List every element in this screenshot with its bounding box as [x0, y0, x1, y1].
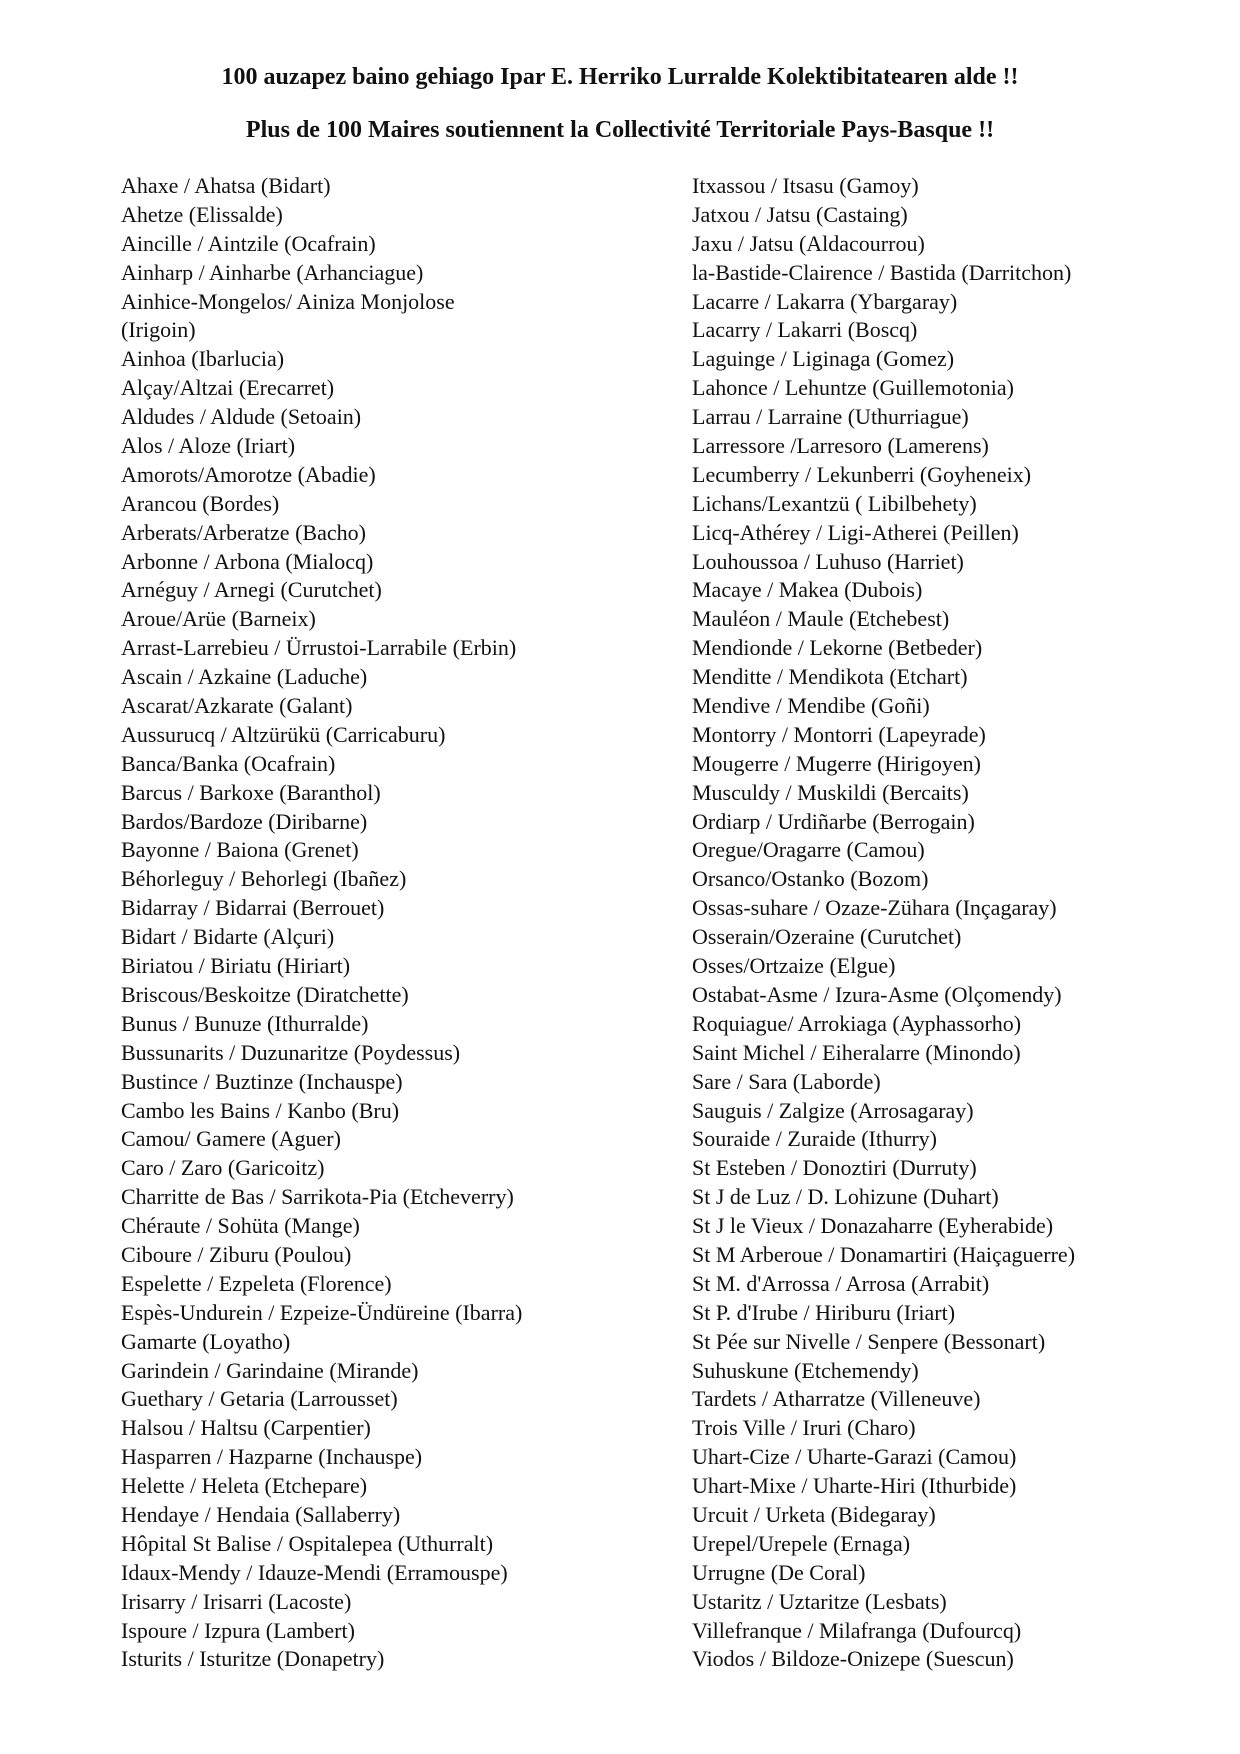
list-item: Arberats/Arberatze (Bacho)	[121, 519, 366, 545]
list-item: Montorry / Montorri (Lapeyrade)	[692, 721, 986, 747]
list-item: Urcuit / Urketa (Bidegaray)	[692, 1501, 936, 1527]
list-item: St M. d'Arrossa / Arrosa (Arrabit)	[692, 1270, 990, 1296]
list-item: Ciboure / Ziburu (Poulou)	[121, 1241, 352, 1267]
list-item: Ainhoa (Ibarlucia)	[121, 346, 285, 372]
list-item: Oregue/Oragarre (Camou)	[692, 837, 925, 863]
list-item: Ustaritz / Uztaritze (Lesbats)	[692, 1588, 947, 1614]
list-item: Caro / Zaro (Garicoitz)	[121, 1155, 325, 1181]
list-item: Mendionde / Lekorne (Betbeder)	[692, 635, 983, 661]
list-item: Hasparren / Hazparne (Inchauspe)	[121, 1444, 423, 1470]
list-item: Alçay/Altzai (Erecarret)	[121, 375, 335, 401]
list-item: Larressore /Larresoro (Lamerens)	[692, 433, 989, 459]
list-item: Charritte de Bas / Sarrikota-Pia (Etcheverry)	[121, 1184, 514, 1210]
list-item: Aussurucq / Altzürükü (Carricaburu)	[121, 721, 446, 747]
list-item: Idaux-Mendy / Idauze-Mendi (Erramouspe)	[121, 1559, 508, 1585]
list-item: Ordiarp / Urdiñarbe (Berrogain)	[692, 808, 975, 834]
list-item: Menditte / Mendikota (Etchart)	[692, 664, 968, 690]
list-item: St Esteben / Donoztiri (Durruty)	[692, 1155, 977, 1181]
list-item: Itxassou / Itsasu (Gamoy)	[692, 173, 919, 198]
list-item: Arbonne / Arbona (Mialocq)	[121, 548, 374, 574]
mayor-list-left-column	[121, 172, 681, 1674]
list-item: Licq-Athérey / Ligi-Atherei (Peillen)	[692, 519, 1019, 545]
list-item: Larrau / Larraine (Uthurriague)	[692, 404, 969, 430]
list-item: Bussunarits / Duzunaritze (Poydessus)	[121, 1039, 461, 1065]
list-item: Ainhice-Mongelos/ Ainiza Monjolose	[121, 288, 455, 314]
list-item: Ossas-suhare / Ozaze-Zühara (Inçagaray)	[692, 895, 1057, 921]
list-item: Arnéguy / Arnegi (Curutchet)	[121, 577, 382, 603]
list-item: Aroue/Arüe (Barneix)	[121, 606, 316, 632]
list-item: Bidart / Bidarte (Alçuri)	[121, 924, 335, 950]
list-item: Hôpital St Balise / Ospitalepea (Uthurralt)	[121, 1530, 494, 1556]
list-item: Villefranque / Milafranga (Dufourcq)	[692, 1617, 1022, 1643]
list-item: (Irigoin)	[121, 317, 196, 343]
mayor-list-right-column	[692, 172, 1232, 1674]
list-item: Jaxu / Jatsu (Aldacourrou)	[692, 230, 925, 256]
list-item: Hendaye / Hendaia (Sallaberry)	[121, 1501, 401, 1527]
list-item: Ainharp / Ainharbe (Arhanciague)	[121, 259, 424, 285]
list-item: St M Arberoue / Donamartiri (Haiçaguerre)	[692, 1241, 1076, 1267]
list-item: Mendive / Mendibe (Goñi)	[692, 693, 930, 719]
list-item: Viodos / Bildoze-Onizepe (Suescun)	[692, 1646, 1014, 1672]
list-item: Osserain/Ozeraine (Curutchet)	[692, 924, 962, 950]
list-item: la-Bastide-Clairence / Bastida (Darritchon)	[692, 259, 1072, 285]
list-item: Lacarry / Lakarri (Boscq)	[692, 317, 918, 343]
list-item: Amorots/Amorotze (Abadie)	[121, 461, 376, 487]
list-item: Uhart-Cize / Uharte-Garazi (Camou)	[692, 1444, 1017, 1470]
list-item: Ostabat-Asme / Izura-Asme (Olçomendy)	[692, 981, 1062, 1007]
list-item: Garindein / Garindaine (Mirande)	[121, 1357, 419, 1383]
list-item: Roquiague/ Arrokiaga (Ayphassorho)	[692, 1010, 1022, 1036]
title-french: Plus de 100 Maires soutiennent la Collectivité Territoriale Pays-Basque !!	[245, 117, 995, 143]
list-item: Louhoussoa / Luhuso (Harriet)	[692, 548, 964, 574]
list-item: Sare / Sara (Laborde)	[692, 1068, 881, 1094]
list-item: Suhuskune (Etchemendy)	[692, 1357, 919, 1383]
list-item: Helette / Heleta (Etchepare)	[121, 1473, 368, 1499]
list-item: Ascain / Azkaine (Laduche)	[121, 664, 368, 690]
list-item: Osses/Ortzaize (Elgue)	[692, 953, 896, 979]
list-item: Barcus / Barkoxe (Baranthol)	[121, 779, 381, 805]
list-item: Mougerre / Mugerre (Hirigoyen)	[692, 750, 981, 776]
list-item: Gamarte (Loyatho)	[121, 1328, 291, 1354]
list-item: Camou/ Gamere (Aguer)	[121, 1126, 341, 1152]
list-item: Trois Ville / Iruri (Charo)	[692, 1415, 916, 1441]
list-item: Orsanco/Ostanko (Bozom)	[692, 866, 929, 892]
list-item: Chéraute / Sohüta (Mange)	[121, 1213, 360, 1239]
list-item: Aincille / Aintzile (Ocafrain)	[121, 230, 376, 256]
list-item: Souraide / Zuraide (Ithurry)	[692, 1126, 937, 1152]
list-item: Lichans/Lexantzü ( Libilbehety)	[692, 490, 977, 516]
list-item: Ahetze (Elissalde)	[121, 201, 283, 227]
list-item: Espelette / Ezpeleta (Florence)	[121, 1270, 392, 1296]
list-item: Mauléon / Maule (Etchebest)	[692, 606, 950, 632]
list-item: Guethary / Getaria (Larrousset)	[121, 1386, 398, 1412]
list-item: Biriatou / Biriatu (Hiriart)	[121, 953, 351, 979]
list-item: Laguinge / Liginaga (Gomez)	[692, 346, 955, 372]
list-item: Irisarry / Irisarri (Lacoste)	[121, 1588, 352, 1614]
list-item: Lecumberry / Lekunberri (Goyheneix)	[692, 461, 1032, 487]
list-item: Tardets / Atharratze (Villeneuve)	[692, 1386, 981, 1412]
list-item: Cambo les Bains / Kanbo (Bru)	[121, 1097, 400, 1123]
list-item: Ascarat/Azkarate (Galant)	[121, 693, 353, 719]
list-item: Urepel/Urepele (Ernaga)	[692, 1530, 911, 1556]
list-item: Arrast-Larrebieu / Ürrustoi-Larrabile (Erbin)	[121, 635, 517, 661]
list-item: Isturits / Isturitze (Donapetry)	[121, 1646, 385, 1672]
list-item: Espès-Undurein / Ezpeize-Ündüreine (Ibarra)	[121, 1299, 523, 1325]
list-item: Ahaxe / Ahatsa (Bidart)	[121, 173, 331, 198]
list-item: Bardos/Bardoze (Diribarne)	[121, 808, 368, 834]
list-item: Urrugne (De Coral)	[692, 1559, 866, 1585]
list-item: St J de Luz / D. Lohizune (Duhart)	[692, 1184, 999, 1210]
list-item: Arancou (Bordes)	[121, 490, 280, 516]
list-item: Banca/Banka (Ocafrain)	[121, 750, 336, 776]
list-item: Béhorleguy / Behorlegi (Ibañez)	[121, 866, 407, 892]
list-item: Briscous/Beskoitze (Diratchette)	[121, 981, 409, 1007]
list-item: Saint Michel / Eiheralarre (Minondo)	[692, 1039, 1021, 1065]
list-item: Uhart-Mixe / Uharte-Hiri (Ithurbide)	[692, 1473, 1017, 1499]
list-item: Musculdy / Muskildi (Bercaits)	[692, 779, 969, 805]
list-item: Jatxou / Jatsu (Castaing)	[692, 201, 908, 227]
list-item: Lahonce / Lehuntze (Guillemotonia)	[692, 375, 1014, 401]
list-item: Bunus / Bunuze (Ithurralde)	[121, 1010, 369, 1036]
list-item: Alos / Aloze (Iriart)	[121, 433, 296, 459]
list-item: Halsou / Haltsu (Carpentier)	[121, 1415, 371, 1441]
title-basque: 100 auzapez baino gehiago Ipar E. Herriko Lurralde Kolektibitatearen alde !!	[221, 64, 1019, 90]
list-item: Ispoure / Izpura (Lambert)	[121, 1617, 355, 1643]
list-item: Aldudes / Aldude (Setoain)	[121, 404, 362, 430]
list-item: Lacarre / Lakarra (Ybargaray)	[692, 288, 958, 314]
list-item: St P. d'Irube / Hiriburu (Iriart)	[692, 1299, 956, 1325]
list-item: Macaye / Makea (Dubois)	[692, 577, 923, 603]
list-item: Bayonne / Baiona (Grenet)	[121, 837, 359, 863]
list-item: St Pée sur Nivelle / Senpere (Bessonart)	[692, 1328, 1046, 1354]
list-item: Bustince / Buztinze (Inchauspe)	[121, 1068, 403, 1094]
list-item: Sauguis / Zalgize (Arrosagaray)	[692, 1097, 974, 1123]
list-item: Bidarray / Bidarrai (Berrouet)	[121, 895, 385, 921]
list-item: St J le Vieux / Donazaharre (Eyherabide)	[692, 1213, 1054, 1239]
